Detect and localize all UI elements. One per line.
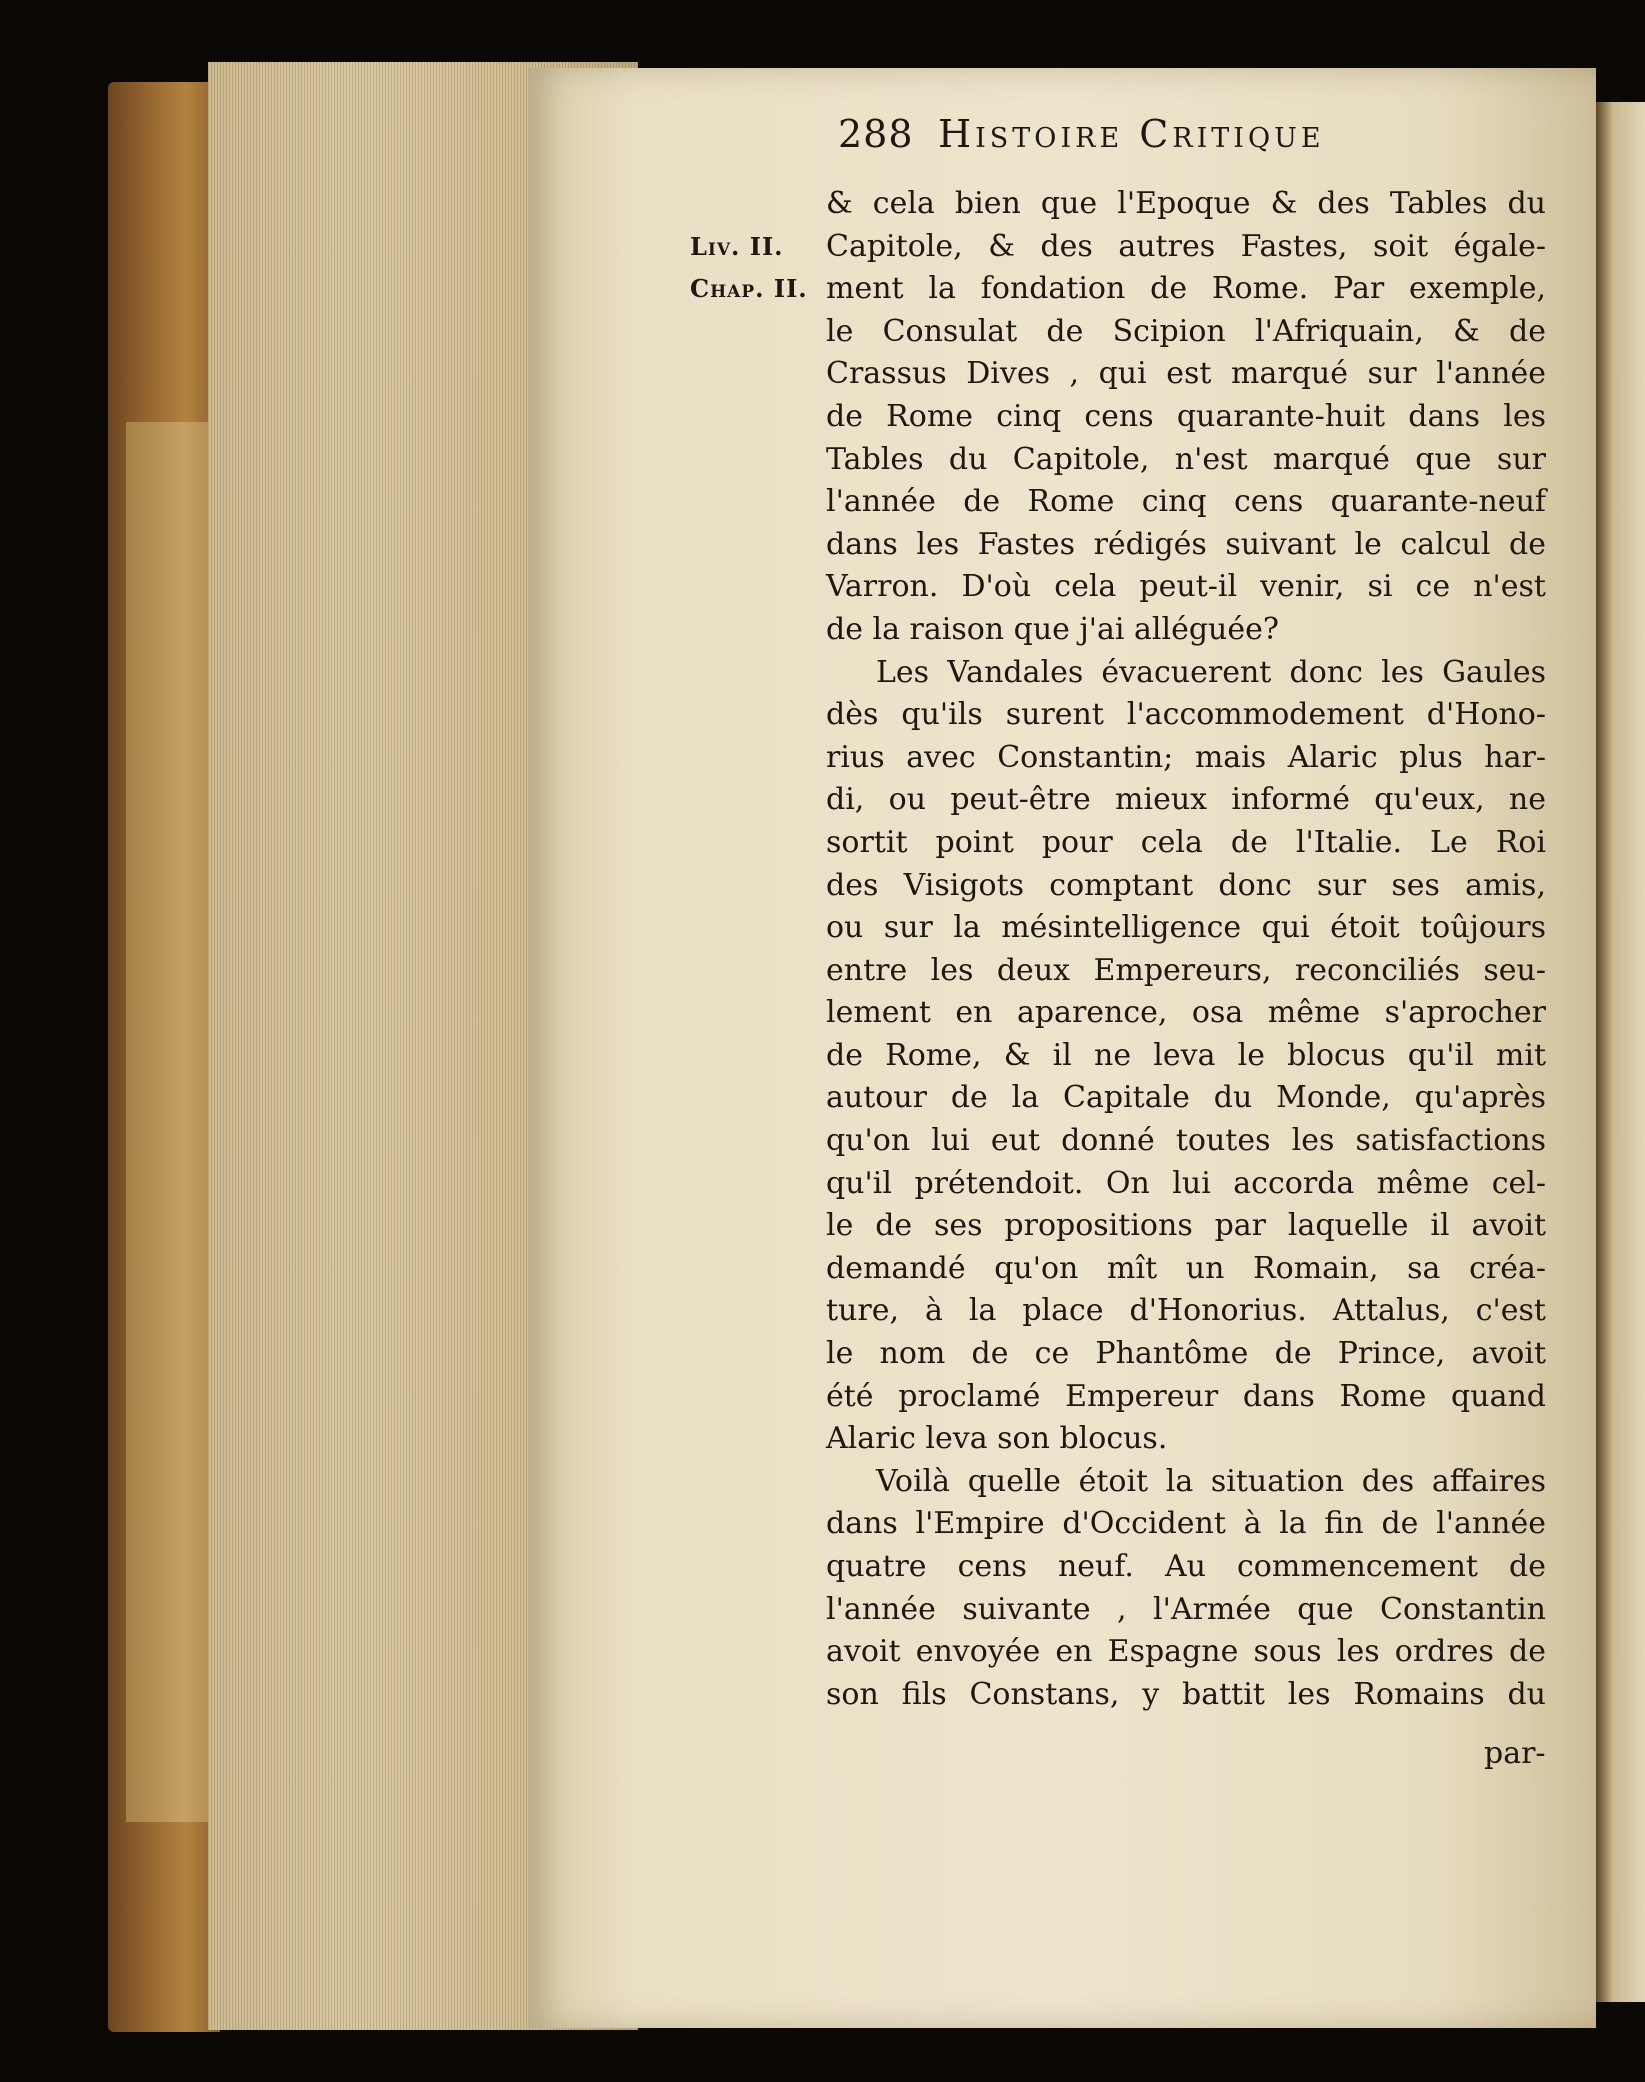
text-line: & cela bien que l'Epoque & des Tables du [826, 186, 1546, 221]
text-line: le de ses propositions par laquelle il avoit [826, 1208, 1546, 1244]
body-text [826, 183, 1546, 1716]
text-line: Tables du Capitole, n'est marqué que sur [826, 441, 1546, 477]
text-line: lement en aparence, osa même s'aprocher [826, 995, 1546, 1031]
margin-note-chapter: Chap. II. [690, 274, 808, 303]
text-line: dès qu'ils surent l'accommodement d'Hono- [826, 697, 1546, 733]
page-number: 288 [838, 112, 914, 156]
text-line: l'année de Rome cinq cens quarante-neuf [826, 484, 1546, 520]
text-line: sortit point pour cela de l'Italie. Le Roi [826, 824, 1546, 860]
text-line: ment la fondation de Rome. Par exemple, [826, 271, 1546, 307]
text-line: Alaric leva son blocus. [826, 1421, 1168, 1457]
margin-note-book: Liv. II. [690, 232, 784, 261]
text-line: des Visigots comptant donc sur ses amis, [826, 867, 1546, 903]
text-line: quatre cens neuf. Au commencement de [826, 1549, 1546, 1584]
text-line: Crassus Dives , qui est marqué sur l'année [826, 356, 1546, 392]
text-line: ou sur la mésintelligence qui étoit toûjours [826, 910, 1546, 946]
text-line: Voilà quelle étoit la situation des affaires [876, 1463, 1546, 1499]
text-line: ture, à la place d'Honorius. Attalus, c'est [826, 1293, 1546, 1329]
text-line: autour de la Capitale du Monde, qu'après [826, 1080, 1546, 1116]
text-line: demandé qu'on mît un Romain, sa créa- [826, 1250, 1546, 1286]
text-line: de Rome, & il ne leva le blocus qu'il mit [826, 1037, 1546, 1073]
running-head [0, 112, 1645, 182]
text-line: qu'on lui eut donné toutes les satisfactions [826, 1123, 1546, 1159]
text-line: entre les deux Empereurs, reconciliés seu- [826, 952, 1546, 988]
text-line: de Rome cinq cens quarante-huit dans les [826, 398, 1546, 434]
cover-flap [126, 422, 221, 1822]
text-line: Les Vandales évacuerent donc les Gaules [876, 654, 1546, 690]
text-line: été proclamé Empereur dans Rome quand [826, 1378, 1546, 1414]
text-line: di, ou peut-être mieux informé qu'eux, ne [826, 782, 1546, 818]
text-line: son fils Constans, y battit les Romains du [826, 1676, 1546, 1712]
text-line: l'année suivante , l'Armée que Constantin [826, 1591, 1546, 1627]
text-line: Capitole, & des autres Fastes, soit égale- [826, 228, 1546, 264]
text-line: qu'il prétendoit. On lui accorda même cel- [826, 1165, 1546, 1201]
text-line: rius avec Constantin; mais Alaric plus har- [826, 739, 1546, 775]
text-line: de la raison que j'ai alléguée? [826, 611, 1279, 647]
book-gutter [1596, 102, 1645, 2002]
text-line: dans les Fastes rédigés suivant le calcul de [826, 526, 1546, 562]
catchword: par- [1484, 1736, 1546, 1771]
text-line: Varron. D'où cela peut-il venir, si ce n'est [826, 569, 1546, 605]
running-title: Histoire Critique [938, 112, 1325, 156]
text-line: le nom de ce Phantôme de Prince, avoit [826, 1336, 1546, 1372]
text-line: le Consulat de Scipion l'Afriquain, & de [826, 313, 1546, 349]
text-line: avoit envoyée en Espagne sous les ordres de [826, 1634, 1546, 1670]
text-line: dans l'Empire d'Occident à la fin de l'année [826, 1506, 1546, 1542]
